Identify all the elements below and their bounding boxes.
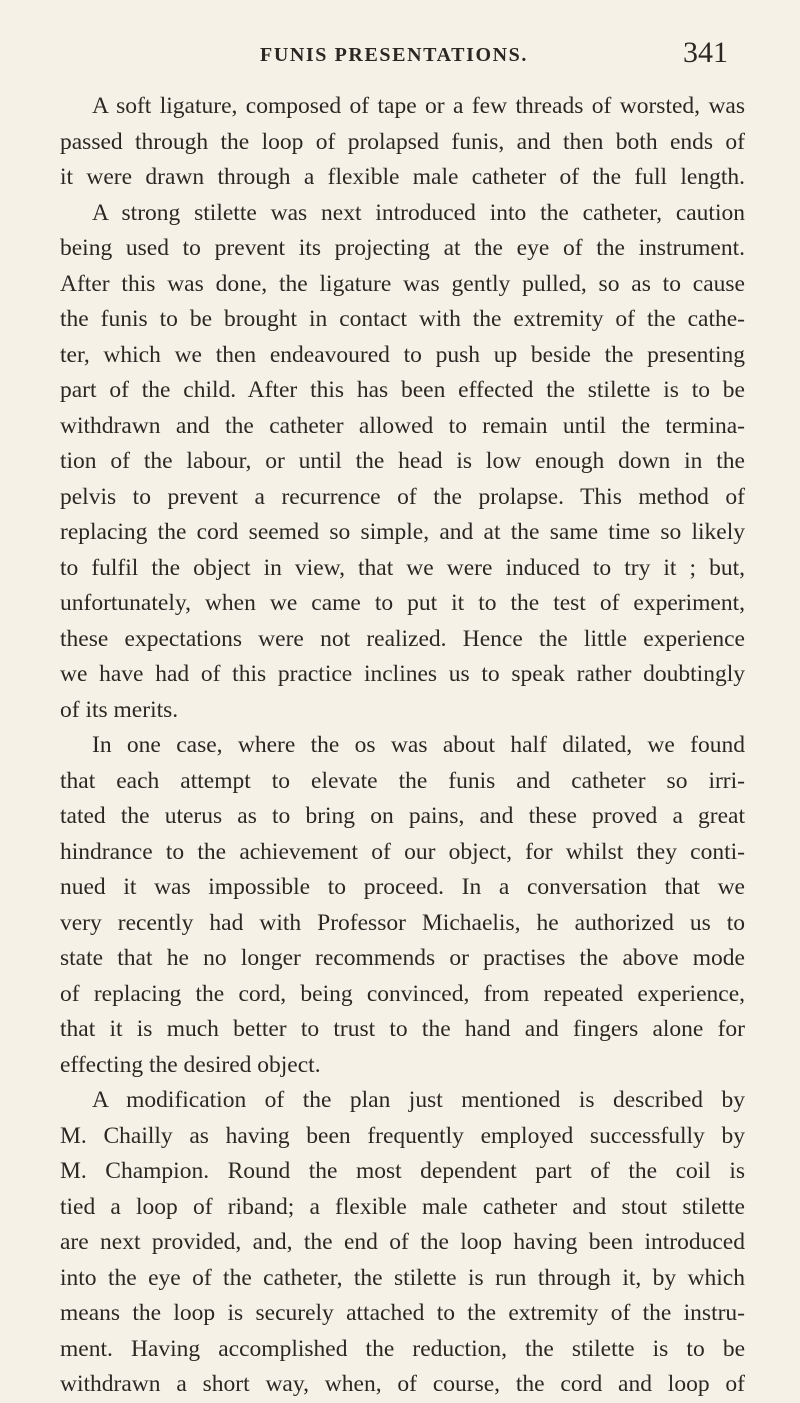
text-line: M. Chailly as having been frequently employed successfully by bbox=[60, 1122, 745, 1149]
text-line: A soft ligature, composed of tape or a few threads of worsted, was bbox=[92, 93, 745, 119]
text-line: to fulfil the object in view, that we were induced to try it ; but, bbox=[60, 554, 745, 581]
text-line: passed through the loop of prolapsed funis, and then both ends of bbox=[60, 128, 745, 155]
running-head bbox=[60, 36, 728, 84]
text-line: hindrance to the achievement of our object, for whilst they conti- bbox=[60, 838, 745, 865]
text-line: After this was done, the ligature was gently pulled, so as to cause bbox=[60, 270, 745, 297]
text-line: the funis to be brought in contact with the extremity of the cathe- bbox=[60, 306, 745, 332]
text-line: that each attempt to elevate the funis and catheter so irri- bbox=[60, 767, 745, 794]
text-line: very recently had with Professor Michaelis, he authorized us to bbox=[60, 909, 745, 936]
text-line: withdrawn a short way, when, of course, the cord and loop of bbox=[60, 1371, 745, 1397]
text-line: A modification of the plan just mentioned is described by bbox=[92, 1087, 745, 1113]
text-line: means the loop is securely attached to the extremity of the instru- bbox=[60, 1300, 745, 1326]
text-line: into the eye of the catheter, the stilette is run through it, by which bbox=[60, 1264, 745, 1291]
body-text bbox=[60, 89, 745, 1403]
text-line: ment. Having accomplished the reduction, the stilette is to be bbox=[60, 1335, 745, 1362]
text-line: that it is much better to trust to the hand and fingers alone for bbox=[60, 1016, 745, 1042]
text-line: tied a loop of riband; a flexible male catheter and stout stilette bbox=[60, 1193, 745, 1220]
text-line: withdrawn and the catheter allowed to remain until the termina- bbox=[60, 412, 745, 439]
text-line: unfortunately, when we came to put it to the test of experiment, bbox=[60, 590, 745, 616]
text-line: M. Champion. Round the most dependent part of the coil is bbox=[60, 1158, 745, 1184]
text-line: pelvis to prevent a recurrence of the prolapse. This method of bbox=[60, 483, 745, 510]
text-line: A strong stilette was next introduced into the catheter, caution bbox=[92, 199, 745, 226]
text-line: tated the uterus as to bring on pains, and these proved a great bbox=[60, 803, 745, 829]
text-line: In one case, where the os was about half dilated, we found bbox=[92, 732, 745, 758]
text-line: ter, which we then endeavoured to push up beside the presenting bbox=[60, 341, 745, 368]
running-title: FUNIS PRESENTATIONS. bbox=[260, 44, 528, 66]
text-line: of its merits. bbox=[60, 696, 179, 723]
text-line: effecting the desired object. bbox=[60, 1051, 321, 1078]
text-line: being used to prevent its projecting at the eye of the instrument. bbox=[60, 235, 745, 261]
text-line: nued it was impossible to proceed. In a conversation that we bbox=[60, 874, 745, 900]
text-line: it were drawn through a flexible male catheter of the full length. bbox=[60, 164, 745, 190]
text-line: part of the child. After this has been effected the stilette is to be bbox=[60, 377, 745, 403]
text-line: of replacing the cord, being convinced, from repeated experience, bbox=[60, 980, 745, 1007]
text-line: state that he no longer recommends or practises the above mode bbox=[60, 945, 745, 971]
text-line: these expectations were not realized. Hence the little experience bbox=[60, 625, 745, 652]
page-number: 341 bbox=[683, 36, 728, 69]
text-line: we have had of this practice inclines us to speak rather doubtingly bbox=[60, 661, 745, 687]
text-line: are next provided, and, the end of the loop having been introduced bbox=[60, 1229, 745, 1255]
text-line: tion of the labour, or until the head is low enough down in the bbox=[60, 448, 745, 474]
text-line: replacing the cord seemed so simple, and at the same time so likely bbox=[60, 519, 745, 545]
